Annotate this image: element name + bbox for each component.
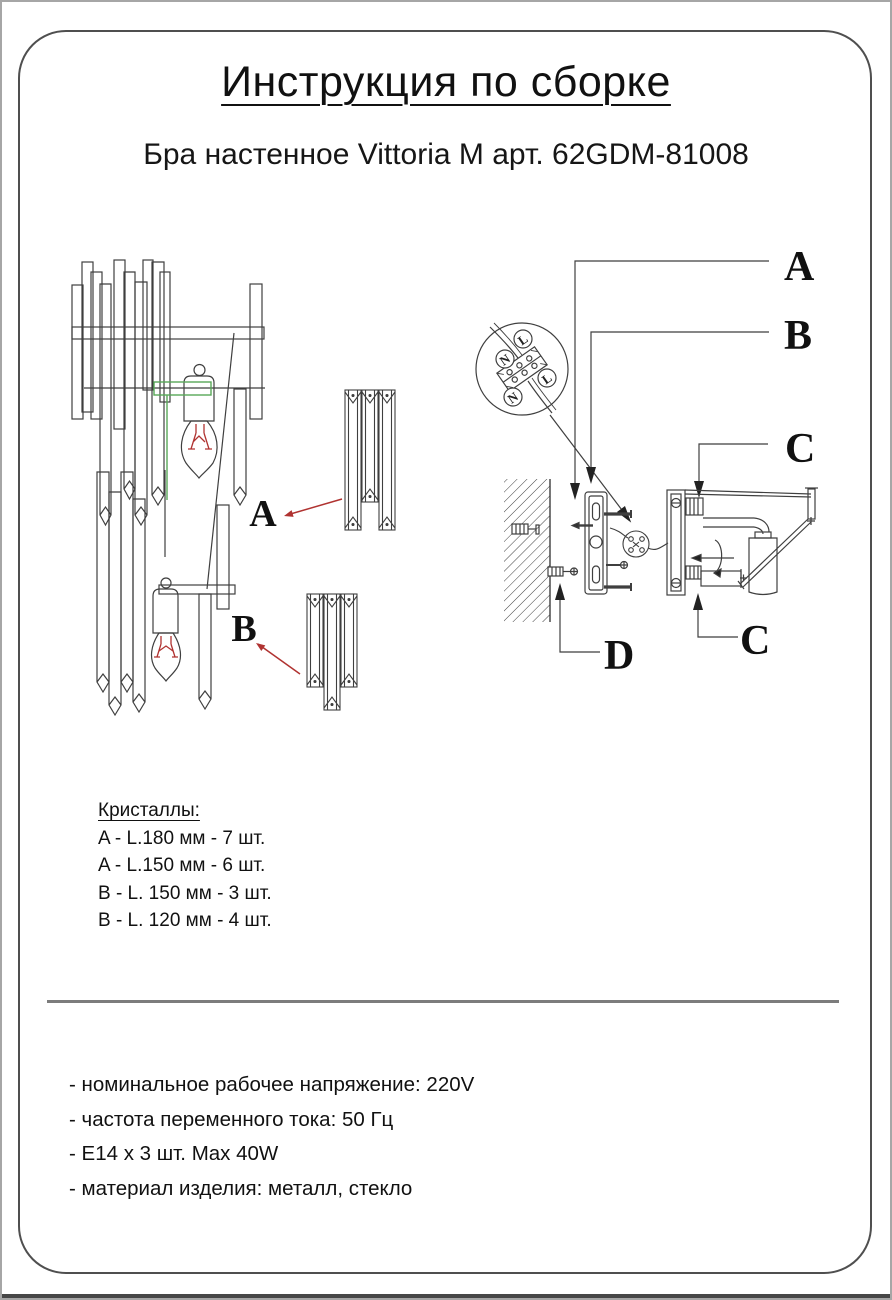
scan-edge-band xyxy=(2,1294,890,1298)
terminal-letter-l-top: L xyxy=(514,330,531,349)
crystal-item: A - L.150 мм - 6 шт. xyxy=(98,855,266,876)
spec-item: - E14 x 3 шт. Max 40W xyxy=(69,1142,279,1165)
bulb-filaments xyxy=(154,424,212,657)
assembly-label-d: D xyxy=(604,633,635,677)
junction-connector xyxy=(610,528,668,557)
red-arrow-a xyxy=(284,499,342,517)
terminal-letter-n-left: N xyxy=(496,350,513,369)
red-arrow-b xyxy=(256,643,300,674)
spec-item: - материал изделия: металл, стекло xyxy=(69,1176,413,1200)
crystal-list-heading: Кристаллы: xyxy=(98,800,200,821)
spec-item: - частота переменного тока: 50 Гц xyxy=(69,1107,394,1131)
assembly-side-drawing xyxy=(452,237,884,677)
sconce-front-drawing xyxy=(47,237,417,727)
sconce-label-a: A xyxy=(249,493,277,535)
spec-item: - номинальное рабочее напряжение: 220V xyxy=(69,1073,475,1096)
lamp-backplate xyxy=(667,488,818,595)
section-divider xyxy=(47,1000,839,1003)
crystal-list xyxy=(98,797,272,935)
page-title xyxy=(2,58,890,107)
crystal-item: A - L.180 мм - 7 шт. xyxy=(98,827,266,849)
crystal-item: B - L. 120 мм - 4 шт. xyxy=(98,910,272,931)
page-title-text: Инструкция по сборке xyxy=(221,58,671,106)
leader-lines xyxy=(550,261,769,652)
assembly-label-a: A xyxy=(784,244,815,290)
product-subtitle: Бра настенное Vittoria M арт. 62GDM-81008 xyxy=(143,138,749,171)
assembly-label-c-bottom: C xyxy=(740,618,771,664)
assembly-label-b: B xyxy=(784,313,813,359)
wall-section xyxy=(504,479,550,622)
terminal-letter-l-right: L xyxy=(538,369,555,388)
crystal-group-b xyxy=(307,594,357,710)
crystal-item: B - L. 150 мм - 3 шт. xyxy=(98,882,272,904)
crystal-group-a xyxy=(345,390,395,530)
assembly-label-c-top: C xyxy=(785,426,816,472)
sconce-label-b: B xyxy=(231,608,257,650)
mounting-plate xyxy=(572,492,631,594)
spec-list xyxy=(69,1068,474,1206)
terminal-letter-n-bottom: N xyxy=(504,388,521,407)
